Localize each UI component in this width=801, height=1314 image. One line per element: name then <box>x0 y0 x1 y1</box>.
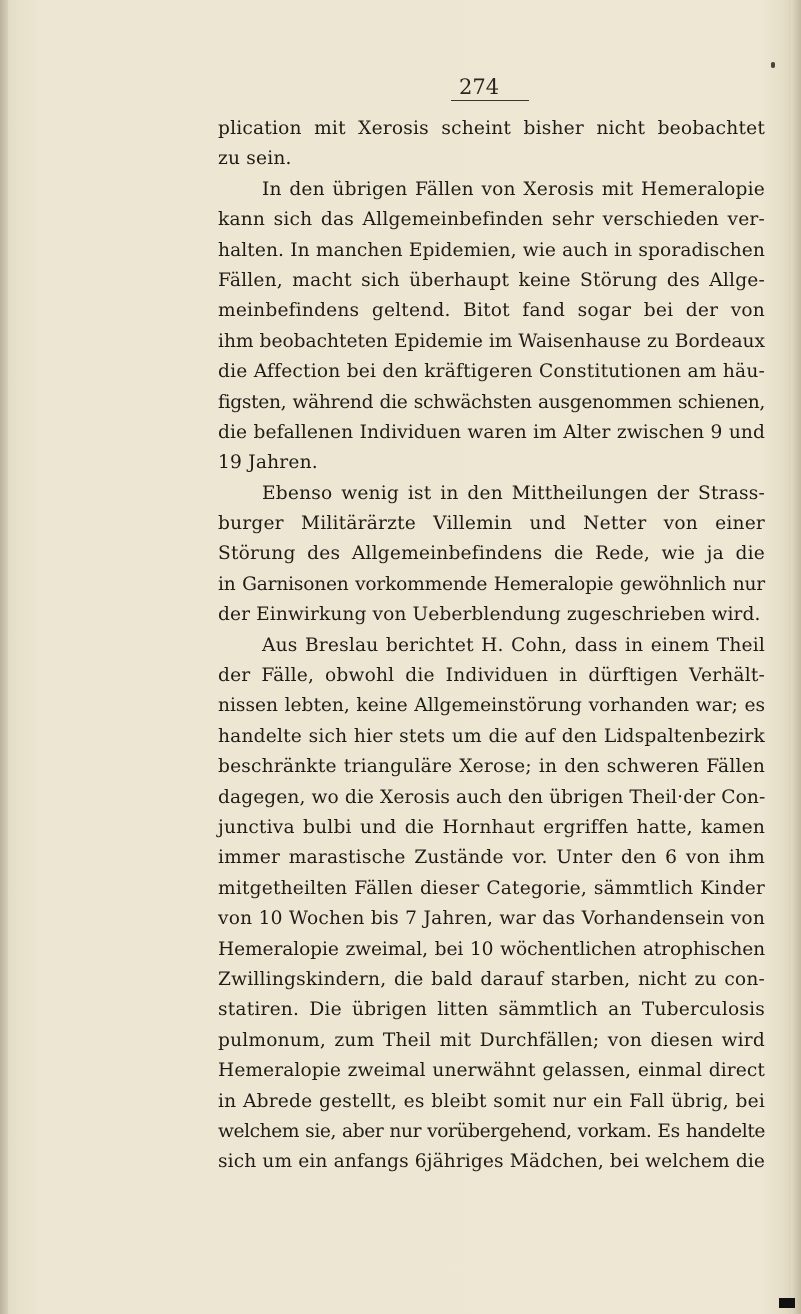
text-line: junctiva bulbi und die Hornhaut ergriffen hatte, kamen <box>218 816 765 838</box>
text-line: der Fälle, obwohl die Individuen in dürftigen Verhält- <box>218 665 765 687</box>
text-line: in Abrede gestellt, es bleibt somit nur ein Fall übrig, bei <box>218 1090 765 1112</box>
text-line: welchem sie, aber nur vorübergehend, vorkam. Es handelte <box>218 1120 765 1142</box>
text-line: Fällen, macht sich überhaupt keine Störung des Allge- <box>218 269 765 291</box>
text-line: Hemeralopie zweimal, bei 10 wöchentlichen atrophischen <box>218 938 765 960</box>
text-line: der Einwirkung von Ueberblendung zugeschrieben wird. <box>218 604 761 626</box>
text-line: Aus Breslau berichtet H. Cohn, dass in einem Theil <box>262 634 765 656</box>
corner-mark <box>779 1298 795 1308</box>
text-line: meinbefindens geltend. Bitot fand sogar bei der von <box>218 300 765 322</box>
page-number: 274 <box>451 75 529 101</box>
text-line: mitgetheilten Fällen dieser Categorie, sämmtlich Kinder <box>218 877 765 899</box>
ink-speck <box>771 62 775 68</box>
text-line: figsten, während die schwächsten ausgenommen schienen, <box>218 391 765 413</box>
text-line: burger Militärärzte Villemin und Netter von einer <box>218 513 765 535</box>
body-text <box>218 114 765 1178</box>
text-line: Zwillingskindern, die bald darauf starben, nicht zu con- <box>218 968 765 990</box>
text-line: zu sein. <box>218 148 292 170</box>
text-line: in Garnisonen vorkommende Hemeralopie gewöhnlich nur <box>218 573 765 595</box>
text-line: kann sich das Allgemeinbefinden sehr verschieden ver- <box>218 209 765 231</box>
text-line: 19 Jahren. <box>218 452 318 474</box>
page-left-edge <box>0 0 8 1314</box>
text-line: von 10 Wochen bis 7 Jahren, war das Vorhandensein von <box>218 908 765 930</box>
text-line: Störung des Allgemeinbefindens die Rede, wie ja die <box>218 543 765 565</box>
text-line: sich um ein anfangs 6jähriges Mädchen, bei welchem die <box>218 1151 765 1173</box>
text-line: Ebenso wenig ist in den Mittheilungen der Strass- <box>262 482 765 504</box>
text-line: nissen lebten, keine Allgemeinstörung vorhanden war; es <box>218 695 765 717</box>
text-line: statiren. Die übrigen litten sämmtlich an Tuberculosis <box>218 999 765 1021</box>
text-line: pulmonum, zum Theil mit Durchfällen; von diesen wird <box>218 1029 765 1051</box>
text-line: immer marastische Zustände vor. Unter den 6 von ihm <box>218 847 765 869</box>
page-right-edge <box>791 0 801 1314</box>
text-line: In den übrigen Fällen von Xerosis mit Hemeralopie <box>262 178 765 200</box>
text-line: handelte sich hier stets um die auf den Lidspaltenbezirk <box>218 725 765 747</box>
text-line: ihm beobachteten Epidemie im Waisenhause zu Bordeaux <box>218 330 765 352</box>
text-line: beschränkte trianguläre Xerose; in den schweren Fällen <box>218 756 765 778</box>
text-line: Hemeralopie zweimal unerwähnt gelassen, einmal direct <box>218 1060 765 1082</box>
text-line: die befallenen Individuen waren im Alter zwischen 9 und <box>218 421 765 443</box>
text-line: plication mit Xerosis scheint bisher nicht beobachtet <box>218 118 765 139</box>
text-line: halten. In manchen Epidemien, wie auch in sporadischen <box>218 239 765 261</box>
text-line: dagegen, wo die Xerosis auch den übrigen Theil·der Con- <box>218 786 766 808</box>
text-line: die Affection bei den kräftigeren Constitutionen am häu- <box>218 361 765 383</box>
